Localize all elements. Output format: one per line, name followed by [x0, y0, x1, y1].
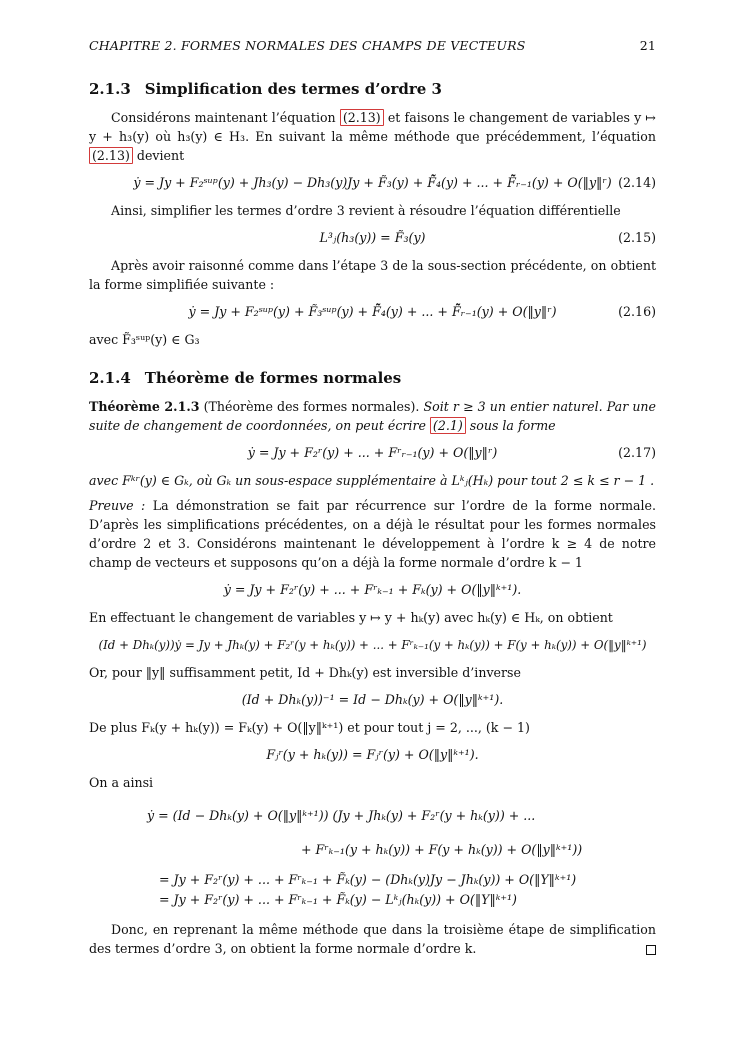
equation-2-16 — [89, 302, 656, 322]
theorem-text: Soit r ≥ 3 un entier naturel. Par une suite de changement de coordonnées, on peut écrire — [89, 399, 656, 433]
theorem-name: (Théorème des formes normales). — [199, 399, 424, 414]
equation-body: ẏ = (Id − Dhₖ(y) + O(‖y‖ᵏ⁺¹)) (Jy + Jhₖ(y) + F₂ʳ(y + hₖ(y)) + ... — [147, 808, 536, 823]
paragraph-on-a-ainsi: On a ainsi — [89, 775, 154, 790]
running-header — [89, 38, 656, 60]
equation-body: (Id + Dhₖ(y))⁻¹ = Id − Dhₖ(y) + O(‖y‖ᵏ⁺¹). — [241, 692, 504, 707]
section-title: Théorème de formes normales — [144, 369, 402, 387]
equation-2-14 — [89, 173, 656, 193]
proof-label: Preuve : — [89, 498, 146, 513]
paragraph-de-plus: De plus Fₖ(y + hₖ(y)) = Fₖ(y) + O(‖y‖ᵏ⁺¹) et pour tout j = 2, ..., (k − 1) — [89, 720, 530, 735]
equation-after-change — [89, 635, 656, 655]
equation-body: + Fʳₖ₋₁(y + hₖ(y)) + F(y + hₖ(y)) + O(‖y‖ᵏ⁺¹)) — [301, 842, 583, 857]
chapter-title: CHAPITRE 2. FORMES NORMALES DES CHAMPS DE VECTEURS — [89, 38, 526, 53]
theorem-condition: avec Fᵏʳ(y) ∈ Gₖ, où Gₖ un sous-espace supplémentaire à Lᵏⱼ(Hₖ) pour tout 2 ≤ k ≤ r − 1 . — [89, 473, 655, 488]
proof-paragraph — [89, 496, 656, 572]
equation-line-1 — [89, 806, 656, 826]
equation-link[interactable]: (2.13) — [340, 109, 384, 126]
paragraph-conclusion — [89, 920, 656, 958]
equation-body: L³ⱼ(h₃(y)) = F̃₃(y) — [319, 230, 426, 245]
section-heading-2-1-4 — [89, 369, 656, 387]
paragraph-change: En effectuant le changement de variables y ↦ y + hₖ(y) avec hₖ(y) ∈ Hₖ, on obtient — [89, 610, 613, 625]
equation-link[interactable]: (2.1) — [430, 417, 466, 434]
equation-line-2 — [89, 840, 656, 860]
theorem-label: Théorème 2.1.3 — [89, 399, 200, 414]
equation-body: = Jy + F₂ʳ(y) + ... + Fʳₖ₋₁ + F̃ₖ(y) − Lᵏⱼ(hₖ(y)) + O(‖Y‖ᵏ⁺¹) — [159, 892, 517, 907]
paragraph-reasoning: Après avoir raisonné comme dans l’étape 3 de la sous-section précédente, on obtient la forme simplifiée suivante : — [89, 258, 656, 292]
equation-body: ẏ = Jy + F₂ʳ(y) + ... + Fʳᵣ₋₁(y) + O(‖y‖ʳ) — [247, 445, 498, 460]
equation-inverse — [89, 690, 656, 710]
text: devient — [132, 148, 185, 163]
page — [89, 38, 656, 958]
equation-body: ẏ = Jy + F₂ˢᵘᵖ(y) + Jh₃(y) − Dh₃(y)Jy + F̃₃(y) + F̃̃₄(y) + ... + F̃̃ᵣ₋₁(y) + O(‖y‖ʳ) — [133, 175, 612, 190]
equation-link[interactable]: (2.13) — [89, 147, 133, 164]
equation-number: (2.16) — [618, 304, 656, 319]
text: et faisons le changement de variables y ↦ y + h₃(y) où h₃(y) ∈ H₃. En suivant la même méthode que précédemment, l’équation — [89, 110, 656, 144]
theorem-statement — [89, 397, 656, 435]
equation-body: (Id + Dhₖ(y))ẏ = Jy + Jhₖ(y) + F₂ʳ(y + hₖ(y)) + ... + Fʳₖ₋₁(y + hₖ(y)) + F(y + hₖ(y)) + O(‖y‖ᵏ⁺¹) — [98, 638, 647, 652]
text: Considérons maintenant l’équation — [111, 110, 340, 125]
section-title: Simplification des termes d’ordre 3 — [144, 80, 442, 98]
equation-line-3 — [89, 870, 656, 890]
section-number: 2.1.4 — [89, 369, 131, 387]
paragraph-or: Or, pour ‖y‖ suffisamment petit, Id + Dhₖ(y) est inversible d’inverse — [89, 665, 521, 680]
equation-number: (2.14) — [618, 175, 656, 190]
page-number: 21 — [639, 38, 656, 53]
conclusion-text: Donc, en reprenant la même méthode que dans la troisième étape de simplification des termes d’ordre 3, on obtient la forme normale d’ordre k. — [89, 922, 656, 956]
equation-2-17 — [89, 443, 656, 463]
equation-normal-form-k-1 — [89, 580, 656, 600]
proof-text: La démonstration se fait par récurrence sur l’ordre de la forme normale. D’après les simplifications précédentes, on a déjà le résultat pour les formes normales d’ordre 2 et 3. Considérons maintenant le développement à l’ordre k ≥ 4 de notre champ de vecteurs et supposons qu’on a déjà la forme normale d’ordre k − 1 — [89, 498, 656, 570]
equation-body: Fⱼʳ(y + hₖ(y)) = Fⱼʳ(y) + O(‖y‖ᵏ⁺¹). — [266, 747, 479, 762]
equation-body: = Jy + F₂ʳ(y) + ... + Fʳₖ₋₁ + F̃ₖ(y) − (Dhₖ(y)Jy − Jhₖ(y)) + O(‖Y‖ᵏ⁺¹) — [159, 872, 577, 887]
qed-symbol — [646, 945, 656, 955]
equation-body: ẏ = Jy + F₂ʳ(y) + ... + Fʳₖ₋₁ + Fₖ(y) + O(‖y‖ᵏ⁺¹). — [223, 582, 522, 597]
section-heading-2-1-3 — [89, 80, 656, 98]
equation-2-15 — [89, 228, 656, 248]
equation-number: (2.17) — [618, 445, 656, 460]
equation-fj — [89, 745, 656, 765]
paragraph-change-variables — [89, 108, 656, 165]
section-number: 2.1.3 — [89, 80, 131, 98]
equation-body: ẏ = Jy + F₂ˢᵘᵖ(y) + F̃₃ˢᵘᵖ(y) + F̃̃₄(y) + ... + F̃̃ᵣ₋₁(y) + O(‖y‖ʳ) — [188, 304, 557, 319]
paragraph-avec: avec F̃₃ˢᵘᵖ(y) ∈ G₃ — [89, 332, 200, 347]
equation-line-4 — [89, 890, 656, 910]
theorem-text: sous la forme — [465, 418, 556, 433]
equation-number: (2.15) — [618, 230, 656, 245]
paragraph-simplify: Ainsi, simplifier les termes d’ordre 3 revient à résoudre l’équation différentielle — [111, 203, 621, 218]
